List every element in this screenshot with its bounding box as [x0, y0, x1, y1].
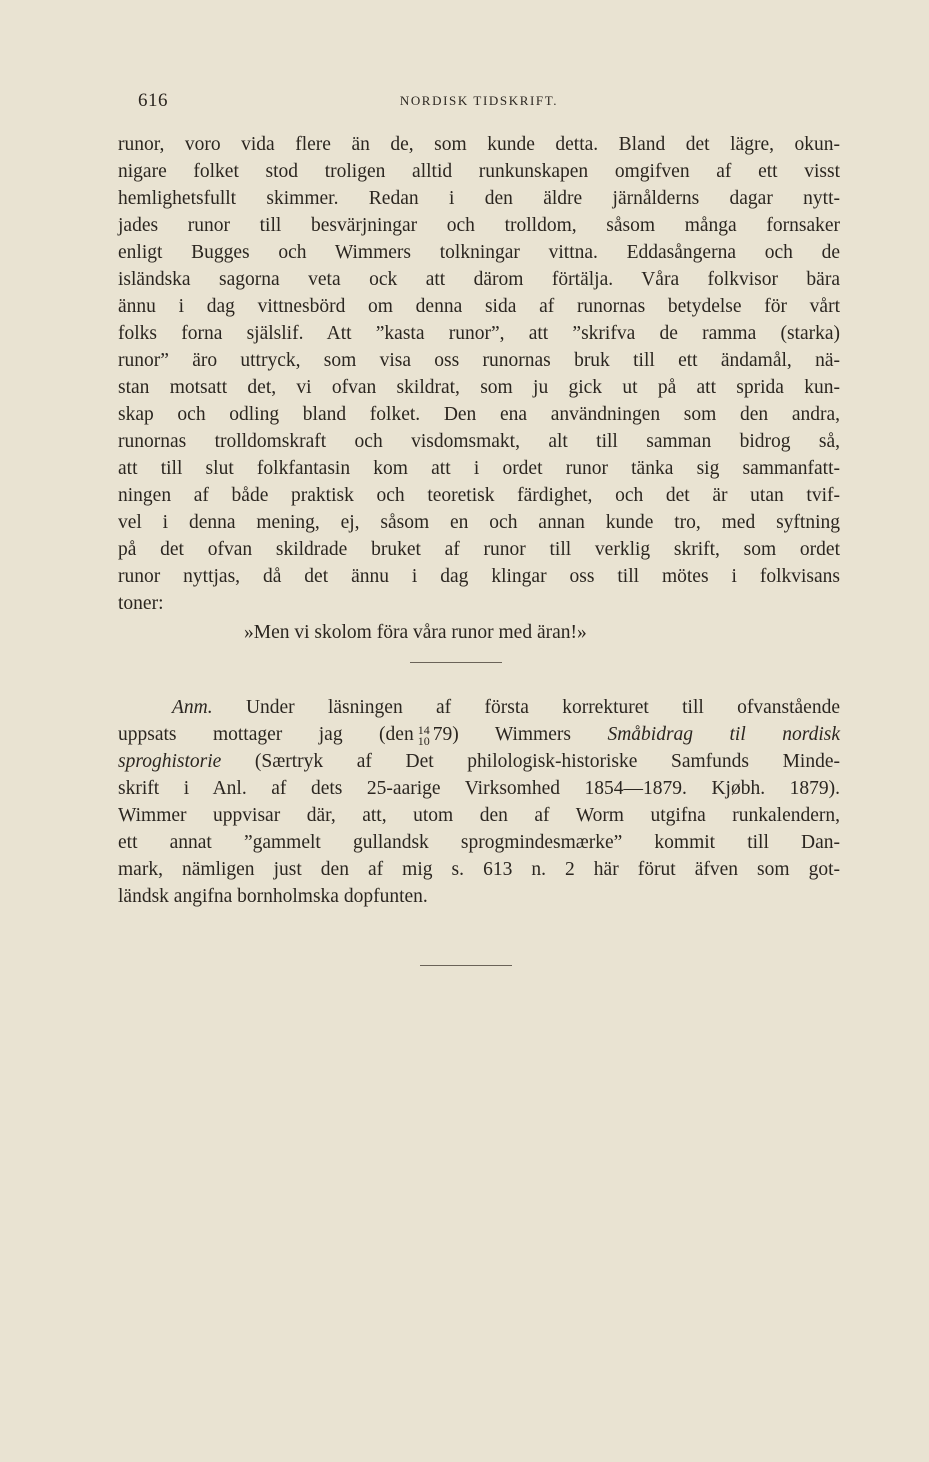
- text-line: ännu i dag vittnesbörd om denna sida af runornas betydelse för vårt: [118, 296, 840, 317]
- text-line: jades runor till besvärjningar och trolldom, såsom många fornsaker: [118, 215, 840, 236]
- note-line: [118, 748, 840, 775]
- text-line: hemlighetsfullt skimmer. Redan i den äldre järnålderns dagar nytt-: [118, 188, 840, 209]
- page-header: [118, 90, 840, 114]
- text-line: nigare folket stod troligen alltid runkunskapen omgifven af ett visst: [118, 161, 840, 182]
- footnote: [118, 694, 840, 910]
- text-line: på det ofvan skildrade bruket af runor till verklig skrift, som ordet: [118, 539, 840, 560]
- note-line: ett annat ”gammelt gullandsk sprogmindesmærke” kommit till Dan-: [118, 832, 840, 853]
- note-line: skrift i Anl. af dets 25-aarige Virksomhed 1854—1879. Kjøbh. 1879).: [118, 778, 840, 799]
- text-line: skap och odling bland folket. Den ena användningen som den andra,: [118, 404, 840, 425]
- note-text: uppsats mottager jag (den: [118, 724, 414, 745]
- text-line: stan motsatt det, vi ofvan skildrat, som ju gick ut på att sprida kun-: [118, 377, 840, 398]
- note-line: [118, 694, 840, 721]
- running-title: NORDISK TIDSKRIFT.: [399, 93, 559, 108]
- text-line: enligt Bugges och Wimmers tolkningar vittna. Eddasångerna och de: [118, 242, 840, 263]
- text-line: isländska sagorna veta ock att därom förtälja. Våra folkvisor bära: [118, 269, 840, 290]
- note-line: mark, nämligen just den af mig s. 613 n. 2 här förut äfven som got-: [118, 859, 840, 880]
- cited-title: Småbidrag til nordisk: [607, 724, 841, 745]
- date-fraction: [417, 722, 430, 748]
- fraction-denominator: 10: [417, 733, 430, 748]
- note-text: 79) Wimmers: [432, 724, 571, 745]
- text-line: runor, voro vida flere än de, som kunde detta. Bland det lägre, okun-: [118, 134, 840, 155]
- fraction-numerator: 14: [417, 722, 430, 737]
- note-label: Anm.: [172, 697, 213, 718]
- note-line: [118, 721, 840, 748]
- section-divider: [410, 662, 502, 663]
- cited-title: sproghistorie: [118, 751, 222, 772]
- text-line: att till slut folkfantasin kom att i ordet runor tänka sig sammanfatt-: [118, 458, 840, 479]
- text-line: runor nyttjas, då det ännu i dag klingar oss till mötes i folkvisans: [118, 566, 840, 587]
- text-line: vel i denna mening, ej, såsom en och annan kunde tro, med syftning: [118, 512, 840, 533]
- text-line: toner:: [118, 593, 164, 614]
- note-line: Wimmer uppvisar där, att, utom den af Worm utgifna runkalendern,: [118, 805, 840, 826]
- text-line: folks forna själslif. Att ”kasta runor”, att ”skrifva de ramma (starka): [118, 323, 840, 344]
- note-text: (Særtryk af Det philologisk-historiske Samfunds Minde-: [254, 751, 840, 772]
- text-line: ningen af både praktisk och teoretisk färdighet, och det är utan tvif-: [118, 485, 840, 506]
- text-line: runor” äro uttryck, som visa oss runornas bruk till ett ändamål, nä-: [118, 350, 840, 371]
- main-text: [118, 131, 840, 647]
- verse-quote: »Men vi skolom föra våra runor med äran!»: [244, 622, 587, 643]
- note-line: ländsk angifna bornholmska dopfunten.: [118, 886, 428, 907]
- note-text: Under läsningen af första korrekturet till ofvanstående: [245, 697, 840, 718]
- end-divider: [420, 965, 512, 966]
- page-number: 616: [138, 90, 168, 111]
- text-line: runornas trolldomskraft och visdomsmakt, alt till samman bidrog så,: [118, 431, 840, 452]
